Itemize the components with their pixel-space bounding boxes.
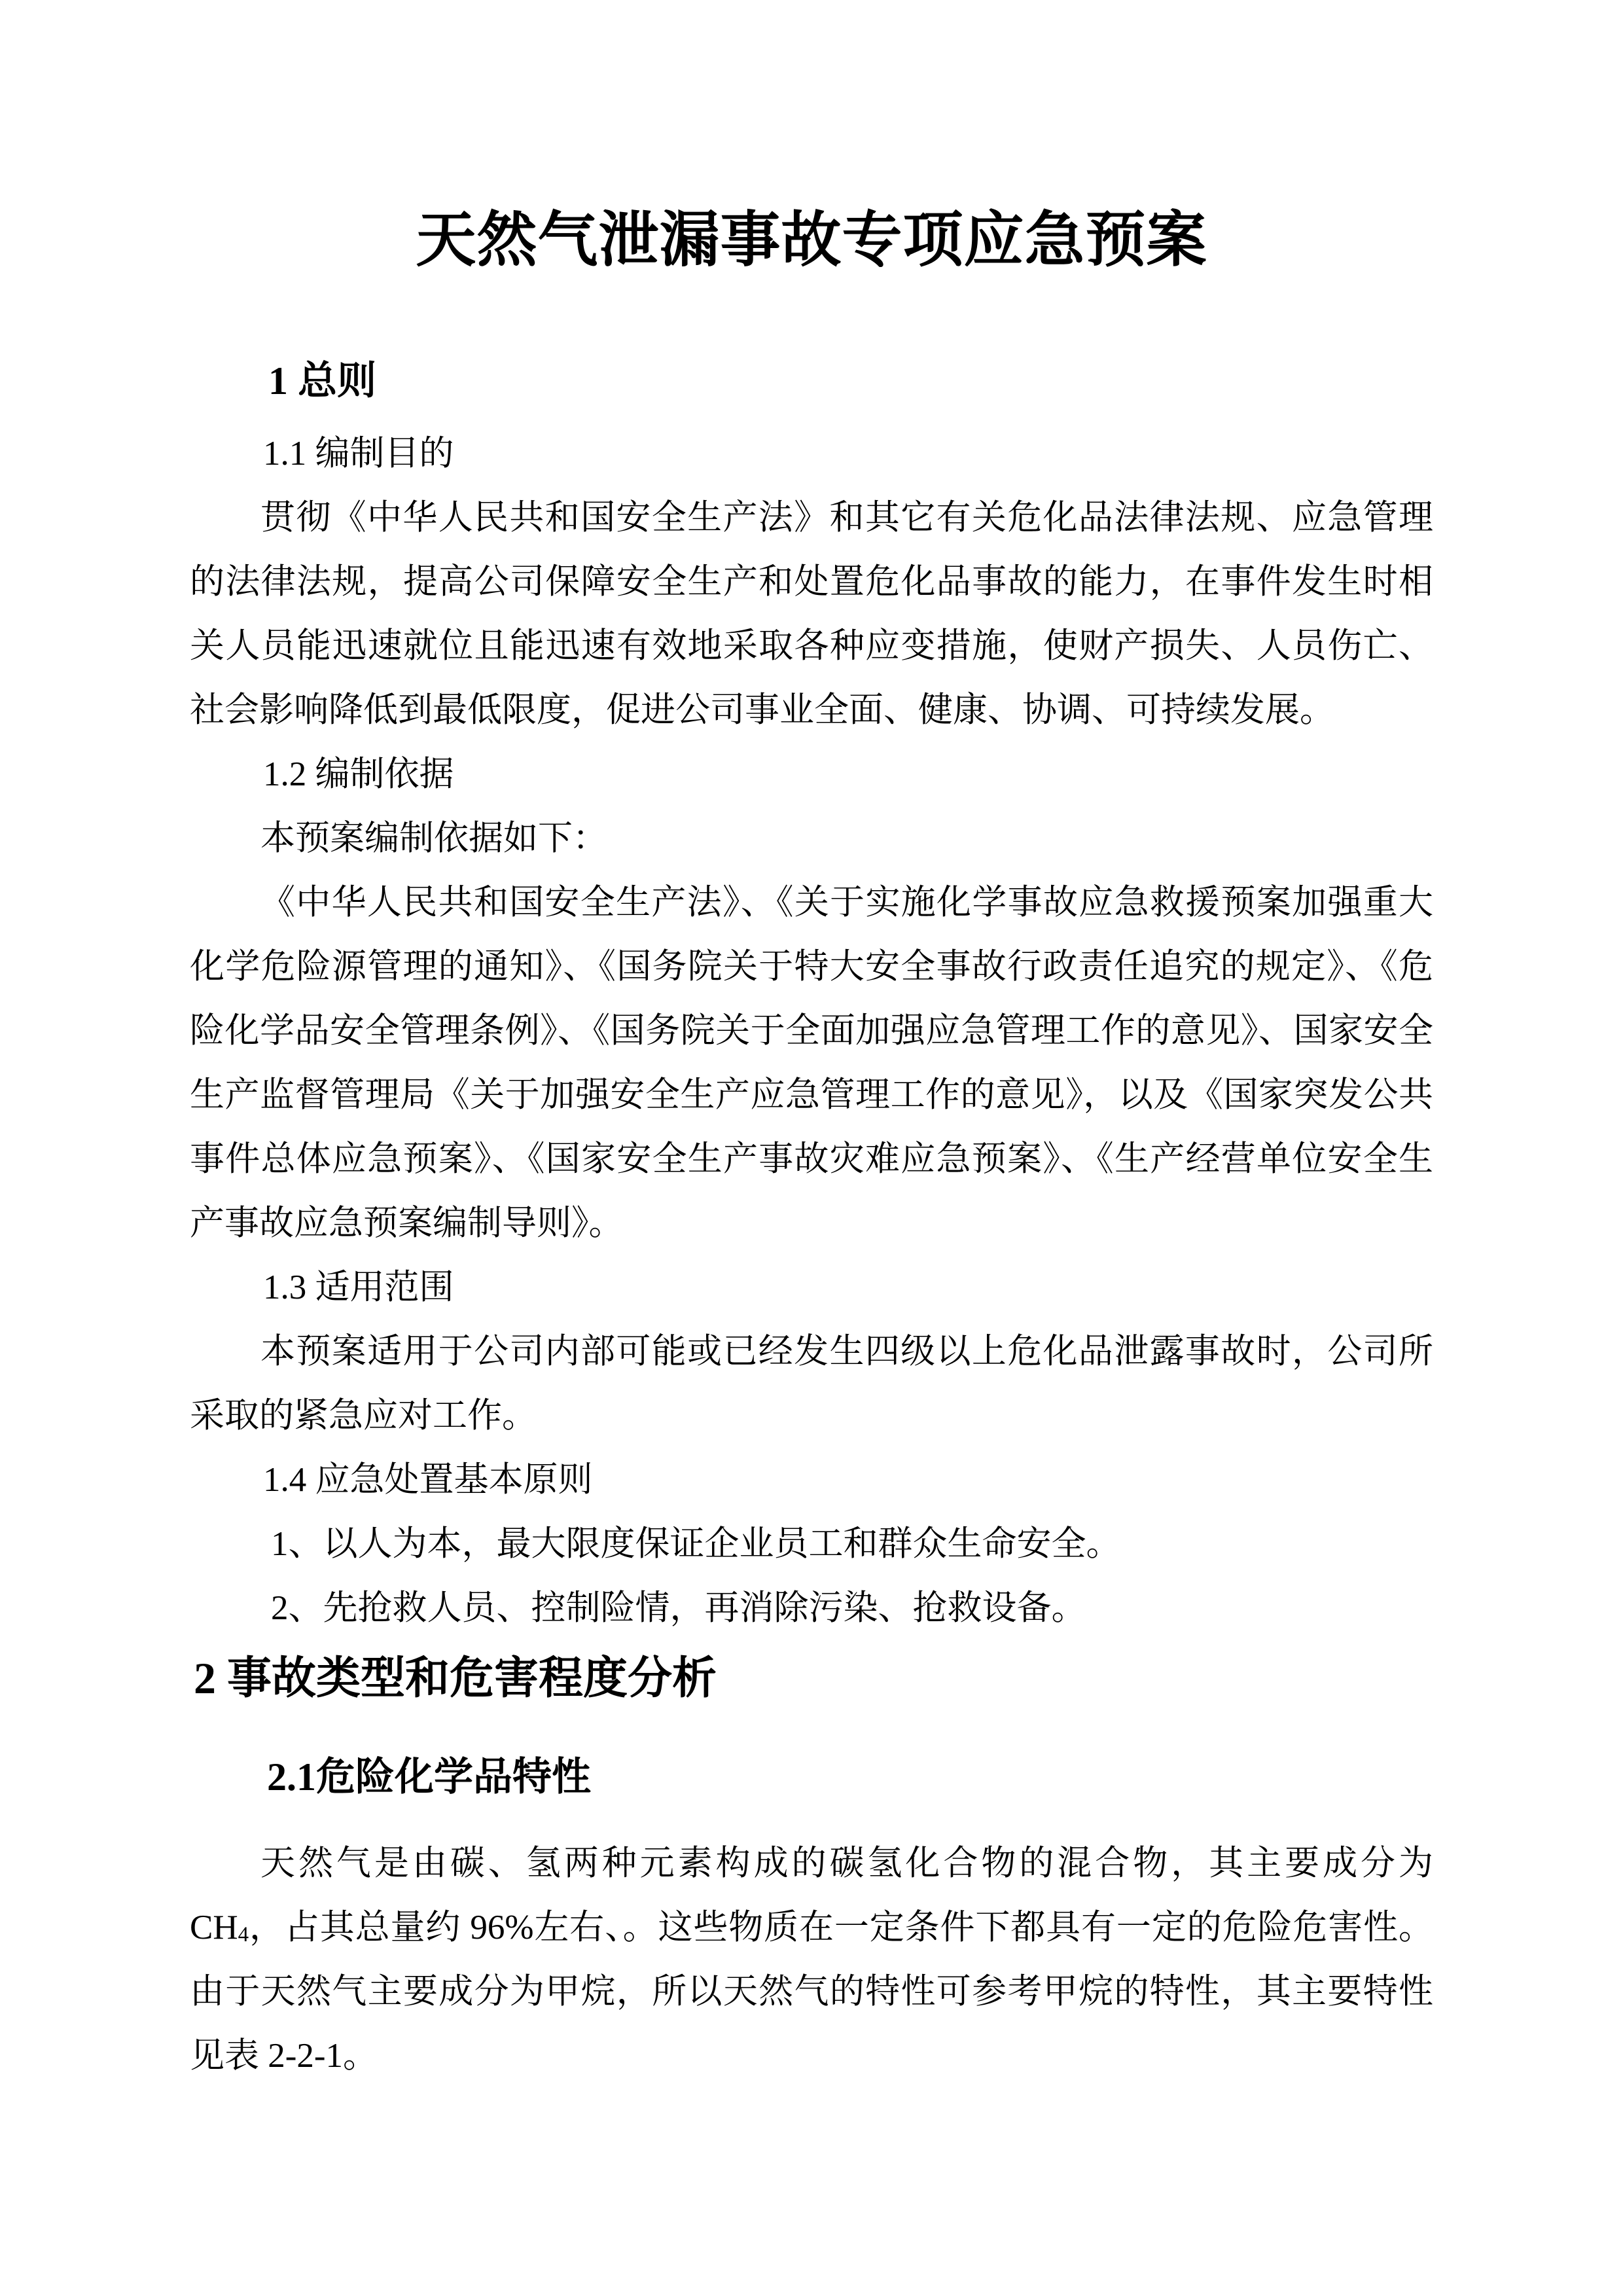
section-1-4-heading: 1.4 应急处置基本原则 [263, 1461, 593, 1499]
section-2-1-heading: 2.1危险化学品特性 [267, 1755, 591, 1799]
methane-paragraph [190, 1831, 1433, 2088]
document-title: 天然气泄漏事故专项应急预案 [416, 207, 1207, 274]
section-1-2-heading: 1.2 编制依据 [263, 755, 454, 793]
basis-paragraph: 《中华人民共和国安全生产法》、《关于实施化学事故应急救援预案加强重大化学危险源管理的通知》、《国务院关于特大安全事故行政责任追究的规定》、《危险化学品安全管理条例》、《国务院关于全面加强应急管理工作的意见》、国家安全生产监督管理局《关于加强安全生产应急管理工作的意见》，以及《国家突发公共事件总体应急预案》、《国家安全生产事故灾难应急预案》、《生产经营单位安全生产事故应急预案编制导则》。 [190, 884, 1433, 1242]
principle-item-1: 1、以人为本，最大限度保证企业员工和群众生命安全。 [271, 1525, 1121, 1563]
section-1-3-heading: 1.3 适用范围 [263, 1268, 454, 1306]
methane-text-after-subscript: ，占其总量约 96%左右、。这些物质在一定条件下都具有一定的危险危害性。由于天然气主要成分为甲烷，所以天然气的特性可参考甲烷的特性，其主要特性见表 2-2-1。 [190, 1909, 1433, 2075]
purpose-paragraph: 贯彻《中华人民共和国安全生产法》和其它有关危化品法律法规、应急管理的法律法规，提高公司保障安全生产和处置危化品事故的能力，在事件发生时相关人员能迅速就位且能迅速有效地采取各种应变措施，使财产损失、人员伤亡、社会影响降低到最低限度，促进公司事业全面、健康、协调、可持续发展。 [190, 499, 1433, 729]
principle-item-2: 2、先抢救人员、控制险情，再消除污染、抢救设备。 [271, 1589, 1086, 1627]
methane-formula-subscript: 4 [238, 1922, 249, 1946]
scope-paragraph: 本预案适用于公司内部可能或已经发生四级以上危化品泄露事故时，公司所采取的紧急应对工作。 [190, 1333, 1433, 1435]
section-1-heading: 1 总则 [268, 359, 376, 403]
basis-intro-line: 本预案编制依据如下： [260, 819, 607, 857]
section-2-heading: 2 事故类型和危害程度分析 [194, 1653, 717, 1703]
methane-text-before-subscript: 天然气是由碳、氢两种元素构成的碳氢化合物的混合物，其主要成分为 CH [190, 1844, 1433, 1946]
document-content [190, 0, 1433, 2088]
section-1-1-heading: 1.1 编制目的 [263, 435, 454, 473]
